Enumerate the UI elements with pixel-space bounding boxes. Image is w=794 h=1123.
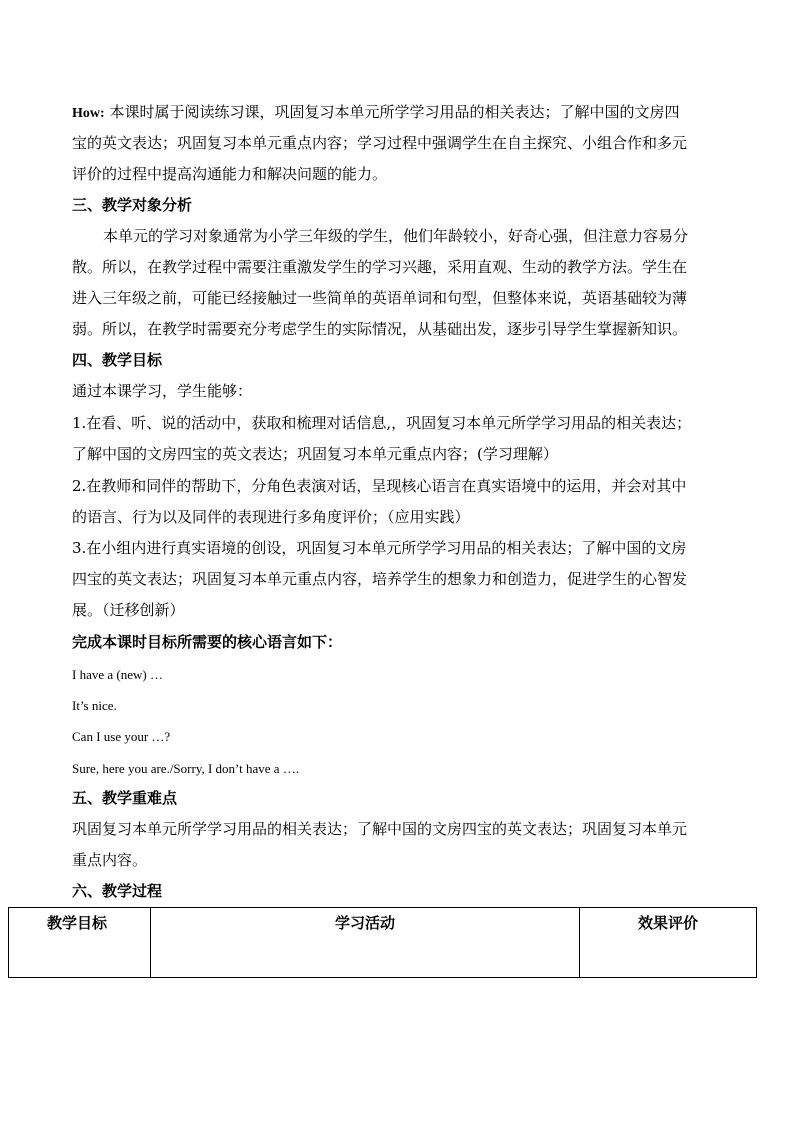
- analysis-paragraph-line-4: 弱。所以，在教学时需要充分考虑学生的实际情况，从基础出发，逐步引导学生掌握新知识。: [72, 320, 688, 338]
- how-paragraph-line-3: 评价的过程中提高沟通能力和解决问题的能力。: [72, 165, 388, 183]
- objective-2-line-1: 2.在教师和同伴的帮助下，分角色表演对话，呈现核心语言在真实语境中的运用，并会对其中: [72, 477, 687, 495]
- objective-1-line-2: 了解中国的文房四宝的英文表达；巩固复习本单元重点内容；(学习理解）: [72, 445, 558, 463]
- how-paragraph-line-2: 宝的英文表达；巩固复习本单元重点内容；学习过程中强调学生在自主探究、小组合作和多元: [72, 134, 688, 152]
- objective-2-line-2: 的语言、行为以及同伴的表现进行多角度评价；（应用实践）: [72, 508, 470, 526]
- table-header-row: [9, 908, 757, 978]
- core-sentence-3: Can I use your …?: [72, 729, 171, 744]
- how-label: How:: [72, 106, 105, 121]
- header-learning-activities: 学习活动: [151, 908, 580, 978]
- objective-1-line-1: 1.在看、听、说的活动中，获取和梳理对话信息,，巩固复习本单元所学学习用品的相关表达；: [72, 414, 692, 432]
- section-heading-4: 四、教学目标: [72, 351, 163, 369]
- objective-3-line-3: 展。（迁移创新）: [72, 601, 185, 619]
- core-sentence-2: It’s nice.: [72, 698, 117, 713]
- objective-3-line-1: 3.在小组内进行真实语境的创设，巩固复习本单元所学学习用品的相关表达；了解中国的文房: [72, 539, 687, 557]
- how-paragraph-line-1: [72, 97, 727, 129]
- objectives-intro: 通过本课学习，学生能够：: [72, 382, 253, 400]
- core-language-heading: 完成本课时目标所需要的核心语言如下：: [72, 633, 343, 651]
- how-text: 本课时属于阅读练习课，巩固复习本单元所学学习用品的相关表达；了解中国的文房四: [109, 103, 680, 121]
- analysis-paragraph-line-2: 散。所以，在教学过程中需要注重激发学生的学习兴趣，采用直观、生动的教学方法。学生在: [72, 258, 688, 276]
- header-effect-evaluation: 效果评价: [580, 908, 757, 978]
- key-points-line-2: 重点内容。: [72, 851, 148, 869]
- section-heading-6: 六、教学过程: [72, 882, 163, 900]
- core-sentence-1: I have a (new) …: [72, 667, 163, 682]
- header-teaching-objectives: 教学目标: [9, 908, 151, 978]
- section-heading-3: 三、教学对象分析: [72, 196, 193, 214]
- section-heading-5: 五、教学重难点: [72, 789, 178, 807]
- analysis-paragraph-line-1: 本单元的学习对象通常为小学三年级的学生，他们年龄较小，好奇心强，但注意力容易分: [103, 227, 689, 245]
- analysis-paragraph-line-3: 进入三年级之前，可能已经接触过一些简单的英语单词和句型，但整体来说，英语基础较为薄: [72, 289, 688, 307]
- core-sentence-4: Sure, here you are./Sorry, I don’t have a ….: [72, 761, 300, 776]
- key-points-line-1: 巩固复习本单元所学学习用品的相关表达；了解中国的文房四宝的英文表达；巩固复习本单元: [72, 820, 688, 838]
- teaching-process-table: [8, 907, 757, 978]
- objective-3-line-2: 四宝的英文表达；巩固复习本单元重点内容，培养学生的想象力和创造力，促进学生的心智发: [72, 570, 688, 588]
